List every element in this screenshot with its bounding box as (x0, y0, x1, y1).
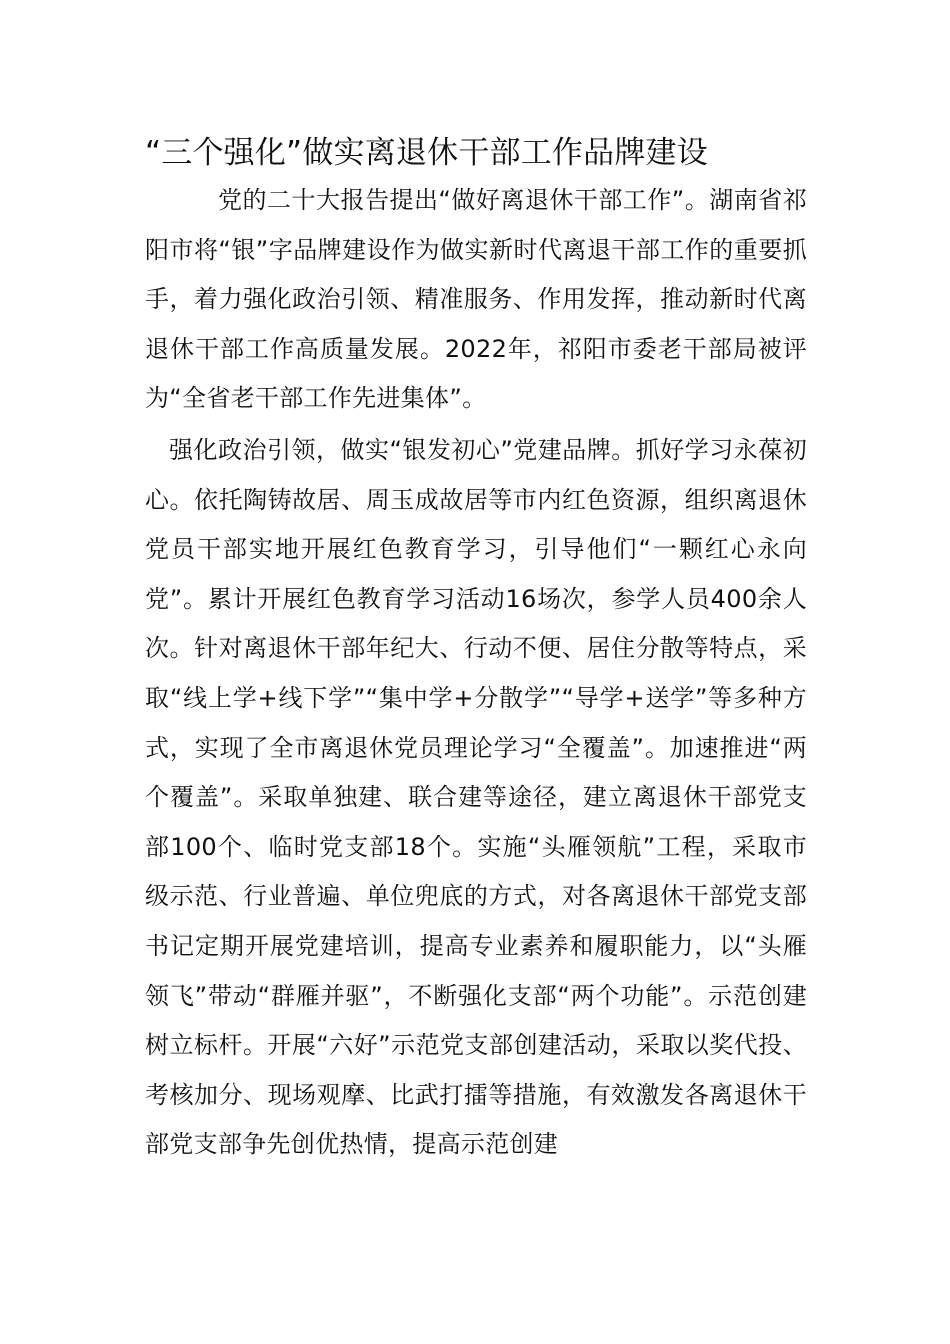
document-title: “三个强化”做实离退休干部工作品牌建设 (145, 135, 708, 171)
paragraph-intro: 党的二十大报告提出“做好离退休干部工作”。湖南省祁阳市将“银”字品牌建设作为做实新时代离退干部工作的重要抓手，着力强化政治引领、精准服务、作用发挥，推动新时代离退休干部工作高质量发展。2022年，祁阳市委老干部局被评为“全省老干部工作先进集体”。 (145, 186, 807, 413)
paragraph-political-guidance: 强化政治引领，做实“银发初心”党建品牌。抓好学习永葆初心。依托陶铸故居、周玉成故居等市内红色资源，组织离退休党员干部实地开展红色教育学习，引导他们“一颗红心永向党”。累计开展红色教育学习活动16场次，参学人员400余人次。针对离退休干部年纪大、行动不便、居住分散等特点，采取“线上学+线下学”“集中学+分散学”“导学+送学”等多种方式，实现了全市离退休党员理论学习“全覆盖”。加速推进“两个覆盖”。采取单独建、联合建等途径，建立离退休干部党支部100个、临时党支部18个。实施“头雁领航”工程，采取市级示范、行业普遍、单位兜底的方式，对各离退休干部党支部书记定期开展党建培训，提高专业素养和履职能力，以“头雁领飞”带动“群雁并驱”，不断强化支部“两个功能”。示范创建树立标杆。开展“六好”示范党支部创建活动，采取以奖代投、考核加分、现场观摩、比武打擂等措施，有效激发各离退休干部党支部争先创优热情，提高示范创建 (145, 435, 807, 1159)
document-body (145, 176, 807, 1170)
